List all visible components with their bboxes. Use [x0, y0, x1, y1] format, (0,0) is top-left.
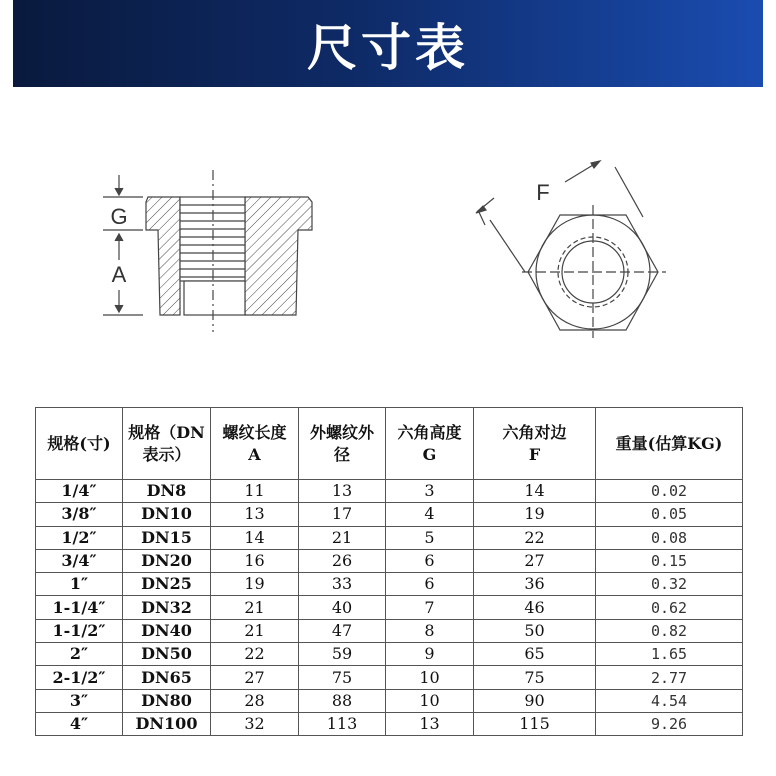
cell-hex-height-g: 6 — [386, 549, 474, 572]
cell-weight-kg: 9.26 — [596, 712, 743, 735]
column-header-outer-thread-diameter — [299, 408, 386, 480]
cell-hex-height-g: 9 — [386, 643, 474, 666]
table-row — [36, 503, 743, 526]
cell-weight-kg: 0.32 — [596, 573, 743, 596]
cell-spec-dn: DN25 — [123, 573, 211, 596]
cell-spec-dn: DN65 — [123, 666, 211, 689]
cell-weight-kg: 1.65 — [596, 643, 743, 666]
page-title: 尺寸表 — [307, 18, 469, 77]
cell-hex-height-g: 3 — [386, 480, 474, 503]
cell-hex-across-flats-f: 50 — [474, 619, 596, 642]
cell-spec-dn: DN100 — [123, 712, 211, 735]
label-f: F — [536, 180, 550, 205]
table-row — [36, 712, 743, 735]
cell-hex-across-flats-f: 22 — [474, 526, 596, 549]
cell-spec-inch: 1/2″ — [36, 526, 123, 549]
header-line1: 重量(估算KG) — [615, 433, 723, 453]
table-row — [36, 619, 743, 642]
cell-spec-dn: DN15 — [123, 526, 211, 549]
column-header-spec-inch — [36, 408, 123, 480]
cell-thread-length-a: 21 — [211, 596, 299, 619]
cell-outer-thread-diameter: 75 — [299, 666, 386, 689]
cell-weight-kg: 0.62 — [596, 596, 743, 619]
cell-spec-dn: DN8 — [123, 480, 211, 503]
cell-outer-thread-diameter: 33 — [299, 573, 386, 596]
cell-outer-thread-diameter: 26 — [299, 549, 386, 572]
cell-hex-height-g: 4 — [386, 503, 474, 526]
header-line2: F — [528, 444, 541, 464]
bushing-diagram — [90, 150, 670, 350]
cell-hex-across-flats-f: 90 — [474, 689, 596, 712]
cell-thread-length-a: 11 — [211, 480, 299, 503]
hex-end-view — [476, 161, 666, 338]
table-row — [36, 666, 743, 689]
cell-spec-inch: 1-1/4″ — [36, 596, 123, 619]
cell-outer-thread-diameter: 21 — [299, 526, 386, 549]
cell-thread-length-a: 19 — [211, 573, 299, 596]
table-row — [36, 643, 743, 666]
cell-spec-inch: 2″ — [36, 643, 123, 666]
header-line2: 表示） — [142, 444, 191, 464]
cell-hex-height-g: 13 — [386, 712, 474, 735]
cell-weight-kg: 0.15 — [596, 549, 743, 572]
cell-spec-dn: DN10 — [123, 503, 211, 526]
cell-spec-inch: 1-1/2″ — [36, 619, 123, 642]
cell-hex-across-flats-f: 115 — [474, 712, 596, 735]
cell-spec-inch: 3″ — [36, 689, 123, 712]
cell-thread-length-a: 28 — [211, 689, 299, 712]
cell-thread-length-a: 32 — [211, 712, 299, 735]
label-g: G — [110, 204, 128, 229]
column-header-thread-length-a — [211, 408, 299, 480]
cell-thread-length-a: 16 — [211, 549, 299, 572]
cell-outer-thread-diameter: 113 — [299, 712, 386, 735]
title-banner — [13, 0, 763, 87]
cell-hex-across-flats-f: 65 — [474, 643, 596, 666]
cell-hex-height-g: 7 — [386, 596, 474, 619]
cell-outer-thread-diameter: 13 — [299, 480, 386, 503]
cell-spec-inch: 3/4″ — [36, 549, 123, 572]
cell-hex-across-flats-f: 14 — [474, 480, 596, 503]
header-line1: 螺纹长度 — [222, 422, 287, 442]
cell-weight-kg: 0.82 — [596, 619, 743, 642]
cell-thread-length-a: 22 — [211, 643, 299, 666]
dimension-table — [35, 407, 743, 736]
cell-spec-dn: DN50 — [123, 643, 211, 666]
cell-hex-across-flats-f: 46 — [474, 596, 596, 619]
cell-spec-inch: 1/4″ — [36, 480, 123, 503]
column-header-hex-height-g — [386, 408, 474, 480]
header-line2: 径 — [333, 444, 350, 464]
table-row — [36, 480, 743, 503]
cell-hex-height-g: 8 — [386, 619, 474, 642]
cell-spec-dn: DN32 — [123, 596, 211, 619]
cell-spec-dn: DN40 — [123, 619, 211, 642]
column-header-spec-dn — [123, 408, 211, 480]
cell-hex-across-flats-f: 27 — [474, 549, 596, 572]
cell-hex-across-flats-f: 19 — [474, 503, 596, 526]
cell-hex-height-g: 10 — [386, 689, 474, 712]
cell-spec-inch: 3/8″ — [36, 503, 123, 526]
table-row — [36, 596, 743, 619]
cell-thread-length-a: 14 — [211, 526, 299, 549]
cell-weight-kg: 4.54 — [596, 689, 743, 712]
table-row — [36, 689, 743, 712]
cell-outer-thread-diameter: 40 — [299, 596, 386, 619]
table-row — [36, 573, 743, 596]
cell-outer-thread-diameter: 17 — [299, 503, 386, 526]
cell-spec-dn: DN20 — [123, 549, 211, 572]
header-line1: 六角对边 — [502, 422, 567, 442]
cell-spec-dn: DN80 — [123, 689, 211, 712]
table-row — [36, 549, 743, 572]
cell-outer-thread-diameter: 47 — [299, 619, 386, 642]
header-line1: 外螺纹外 — [309, 422, 374, 442]
column-header-weight-kg — [596, 408, 743, 480]
cell-hex-across-flats-f: 36 — [474, 573, 596, 596]
header-line2: G — [422, 444, 437, 464]
cell-thread-length-a: 27 — [211, 666, 299, 689]
label-a: A — [111, 262, 127, 287]
column-header-hex-across-flats-f — [474, 408, 596, 480]
cell-spec-inch: 1″ — [36, 573, 123, 596]
cell-weight-kg: 2.77 — [596, 666, 743, 689]
table-header-row — [36, 408, 743, 480]
cell-hex-across-flats-f: 75 — [474, 666, 596, 689]
cell-weight-kg: 0.08 — [596, 526, 743, 549]
cell-thread-length-a: 21 — [211, 619, 299, 642]
header-line2: A — [248, 444, 261, 464]
cell-weight-kg: 0.02 — [596, 480, 743, 503]
cell-hex-height-g: 6 — [386, 573, 474, 596]
side-section-view — [103, 170, 312, 332]
header-line1: 规格（DN — [128, 422, 205, 442]
header-line1: 六角高度 — [397, 422, 462, 442]
cell-weight-kg: 0.05 — [596, 503, 743, 526]
cell-hex-height-g: 5 — [386, 526, 474, 549]
table-row — [36, 526, 743, 549]
cell-outer-thread-diameter: 88 — [299, 689, 386, 712]
cell-thread-length-a: 13 — [211, 503, 299, 526]
cell-hex-height-g: 10 — [386, 666, 474, 689]
cell-spec-inch: 4″ — [36, 712, 123, 735]
header-line1: 规格(寸) — [47, 433, 111, 453]
cell-outer-thread-diameter: 59 — [299, 643, 386, 666]
cell-spec-inch: 2-1/2″ — [36, 666, 123, 689]
